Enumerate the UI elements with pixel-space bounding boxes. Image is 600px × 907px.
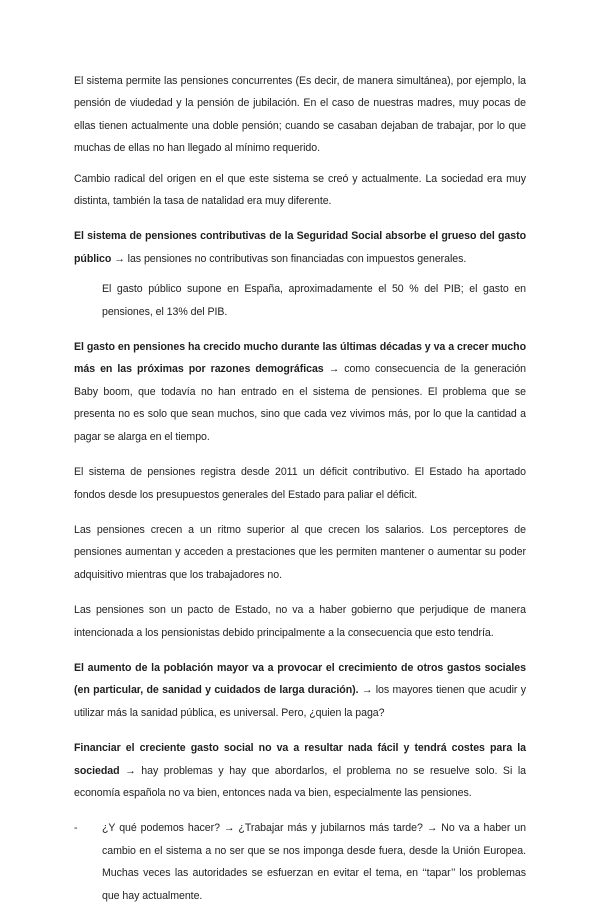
text-financiar-gasto-social: → hay problemas y hay que abordarlos, el problema no se resuelve solo. Si la economía española no va bien, entonces nada va bien, especialmente las pensiones. <box>74 764 526 799</box>
paragraph-cambio-radical: Cambio radical del origen en el que este sistema se creó y actualmente. La sociedad era muy distinta, también la tasa de natalidad era muy diferente. <box>74 172 526 208</box>
bullet-text-que-hacer: ¿Y qué podemos hacer? → ¿Trabajar más y jubilarnos más tarde? → No va a haber un cambio en el sistema a no ser que se nos imponga desde fuera, desde la Unión Europea. Muchas veces las autoridades se esfuerzan en evitar el tema, en ‘‘tapar’’ los problemas que hay actualmente. <box>102 822 526 902</box>
bold-gasto-pensiones: El gasto en pensiones ha crecido mucho durante las últimas décadas y va a crecer mucho más en las próximas por razones demográficas <box>74 341 526 376</box>
bullet-item-que-hacer <box>74 817 526 907</box>
paragraph-pensiones-concurrentes: El sistema permite las pensiones concurrentes (Es decir, de manera simultánea), por ejemplo, la pensión de viudedad y la pensión de jubilación. En el caso de nuestras madres, muy pocas de ellas tienen actualmente una doble pensión; cuando se casaban dejaban de trabajar, por lo que muchas de ellas no han llegado al mínimo requerido. <box>74 75 526 155</box>
paragraph-poblacion-mayor <box>74 657 526 724</box>
paragraph-pensiones-salarios: Las pensiones crecen a un ritmo superior al que crecen los salarios. Los perceptores de pensiones aumentan y acceden a prestaciones que les permiten mantener o aumentar su poder adquisitivo mientras que los trabajadores no. <box>74 523 526 581</box>
text-poblacion-mayor: → los mayores tienen que acudir y utilizar más la sanidad pública, es universal. Pero, ¿quien la paga? <box>74 684 526 719</box>
paragraph-deficit-contributivo: El sistema de pensiones registra desde 2011 un déficit contributivo. El Estado ha aportado fondos desde los presupuestos generales del Estado para paliar el déficit. <box>74 466 526 501</box>
bullet-dash: - <box>74 822 78 835</box>
paragraph-financiar-gasto-social <box>74 737 526 804</box>
bold-sistema-contributivo: El sistema de pensiones contributivas de la Seguridad Social absorbe el grueso del gasto público <box>74 230 526 265</box>
paragraph-sistema-contributivo <box>74 225 526 270</box>
bold-poblacion-mayor: El aumento de la población mayor va a provocar el crecimiento de otros gastos sociales (en particular, de sanidad y cuidados de larga duración). <box>74 661 526 697</box>
text-sistema-contributivo: → las pensiones no contributivas son financiadas con impuestos generales. <box>111 252 467 265</box>
text-gasto-pensiones: → como consecuencia de la generación Baby boom, que todavía no han entrado en el sistema de pensiones. El problema que se presenta no es solo que sean muchos, sino que cada vez vivimos más, por lo que la cantidad a pagar se alarga en el tiempo. <box>74 363 527 443</box>
paragraph-gasto-publico-pib: El gasto público supone en España, aproximadamente el 50 % del PIB; el gasto en pensiones, el 13% del PIB. <box>102 283 526 318</box>
paragraph-pacto-estado: Las pensiones son un pacto de Estado, no va a haber gobierno que perjudique de manera intencionada a los pensionistas debido principalmente a la consecuencia que esto tendría. <box>74 604 526 639</box>
bold-financiar-gasto-social: Financiar el creciente gasto social no va a resultar nada fácil y tendrá costes para la sociedad <box>74 742 526 777</box>
paragraph-gasto-pensiones <box>74 336 526 448</box>
